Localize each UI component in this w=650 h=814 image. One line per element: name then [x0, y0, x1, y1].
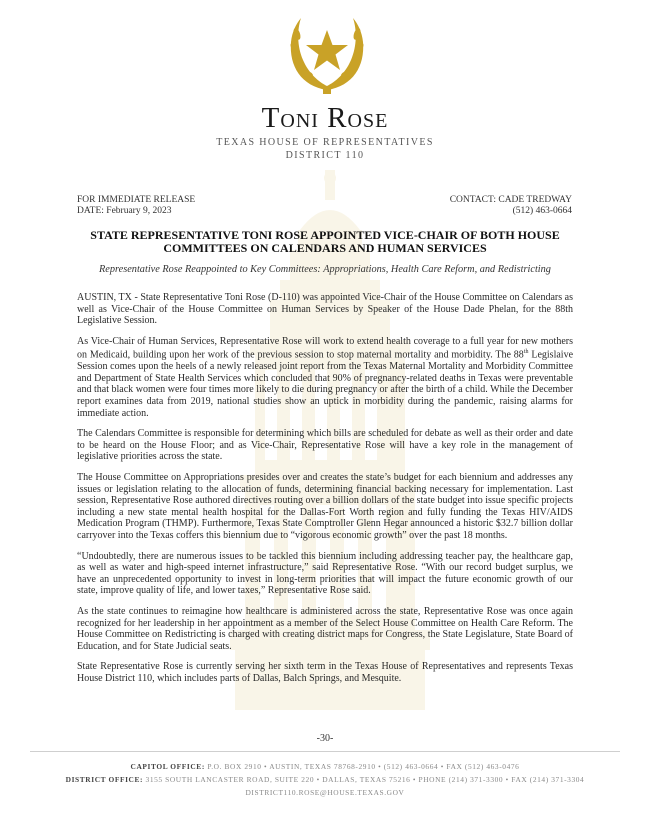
district-title: DISTRICT 110 — [285, 150, 365, 161]
end-marker: -30- — [316, 733, 334, 744]
paragraph-2 — [77, 336, 573, 419]
paragraph-2-part-b: Legislaive Session comes upon the heels of a newly released joint report from the Texas Maternal Mortality and Morbidity Committee and Department of State Health Services which concluded that 90% of pregnancy-related deaths in Texas were preventable and that black women were four times more likely to die during pregnancy or after the birth of a child. While the December report examines data from 2019, national studies show an uptick in morbidity during the pandemic, raising alarms for immediate action. — [77, 349, 574, 419]
contact-name: CONTACT: CADE TREDWAY — [449, 195, 572, 205]
capitol-office-address: P.O. BOX 2910 • AUSTIN, TEXAS 78768-2910 • (512) 463-0664 • FAX (512) 463-0476 — [204, 762, 520, 771]
paragraph-3: The Calendars Committee is responsible for determining which bills are scheduled for debate as well as their order and date to be heard on the House Floor; and as Vice-Chair, Representative Rose will have a key role in the management of legislative priorities across the state. — [77, 428, 573, 463]
district-office-line — [0, 775, 650, 784]
district-office-label: DISTRICT OFFICE: — [65, 775, 144, 784]
paragraph-5: “Undoubtedly, there are numerous issues to be tackled this biennium including addressing teacher pay, the healthcare gap, as well as water and high-speed internet infrastructure,” said Representative Rose. “With our record budget surplus, we have an unprecedented opportunity to invest in long-term priorities that will impact the future economic growth of our state, improve quality of life, and lower taxes,” Representative Rose said. — [77, 550, 573, 597]
headline-line-2: COMMITTEES ON CALENDARS AND HUMAN SERVICES — [163, 241, 487, 255]
press-release-headline — [60, 229, 590, 255]
chamber-title: TEXAS HOUSE OF REPRESENTATIVES — [216, 137, 434, 148]
contact-phone: (512) 463-0664 — [512, 206, 572, 216]
district-office-address: 3155 SOUTH LANCASTER ROAD, SUITE 220 • DALLAS, TEXAS 75216 • PHONE (214) 371-3300 • FAX (214) 371-3304 — [143, 775, 585, 784]
paragraph-6: As the state continues to reimagine how healthcare is administered across the state, Representative Rose was once again recognized for her leadership in her appointment as a member of the Select House Committee on Health Care Reform. The House Committee on Redistricting is charged with creating district maps for Congress, the State Legislature, State Board of Education, and for State Judicial seats. — [77, 605, 573, 652]
capitol-office-label: CAPITOL OFFICE: — [130, 762, 205, 771]
representative-name: Toni Rose — [261, 102, 389, 134]
footer-divider — [30, 751, 620, 752]
paragraph-2-part-a: As Vice-Chair of Human Services, Representative Rose will work to extend health coverage to a full year for new mothers on Medicaid, building upon her work of the previous session to stop maternal mortality and morbidity. The 88 — [77, 335, 573, 361]
office-email: DISTRICT110.ROSE@HOUSE.TEXAS.GOV — [245, 788, 405, 797]
headline-line-1: STATE REPRESENTATIVE TONI ROSE APPOINTED VICE-CHAIR OF BOTH HOUSE — [90, 228, 560, 242]
press-release-subheadline: Representative Rose Reappointed to Key Committees: Appropriations, Health Care Reform, and Redistricting — [99, 264, 551, 275]
paragraph-1: AUSTIN, TX - State Representative Toni Rose (D-110) was appointed Vice-Chair of the House Committee on Calendars as well as Vice-Chair of the House Committee on Human Services by Speaker of the House Dade Phelan, for the 88th Legislative Session. — [77, 292, 573, 327]
contact-info — [450, 195, 572, 217]
paragraph-7: State Representative Rose is currently serving her sixth term in the Texas House of Representatives and represents Texas House District 110, which includes parts of Dallas, Balch Springs, and Mesquite. — [77, 661, 573, 684]
release-date: DATE: February 9, 2023 — [77, 206, 172, 216]
texas-house-seal-icon — [283, 8, 371, 98]
ordinal-suffix: th — [523, 349, 529, 356]
release-info — [77, 195, 195, 217]
release-label: FOR IMMEDIATE RELEASE — [77, 195, 196, 205]
capitol-office-line — [0, 762, 650, 771]
press-release-body — [77, 292, 573, 694]
paragraph-4: The House Committee on Appropriations presides over and creates the state’s budget for each biennium and addresses any issues or legislation relating to the allocation of funds, determining financial backing necessary for implementation. Last session, Representative Rose authored directives routing over a billion dollars of the state budget into issue specific projects including a new state mental health hospital for the Dallas-Fort Worth region and fully funding the Texas HIV/AIDS Medication Program (THMP). Furthermore, Texas State Comptroller Glenn Hegar announced a historic $32.7 billion dollar carryover into the Texas coffers this biennium due to “vigorous economic growth” over the past 18 months. — [77, 472, 573, 542]
